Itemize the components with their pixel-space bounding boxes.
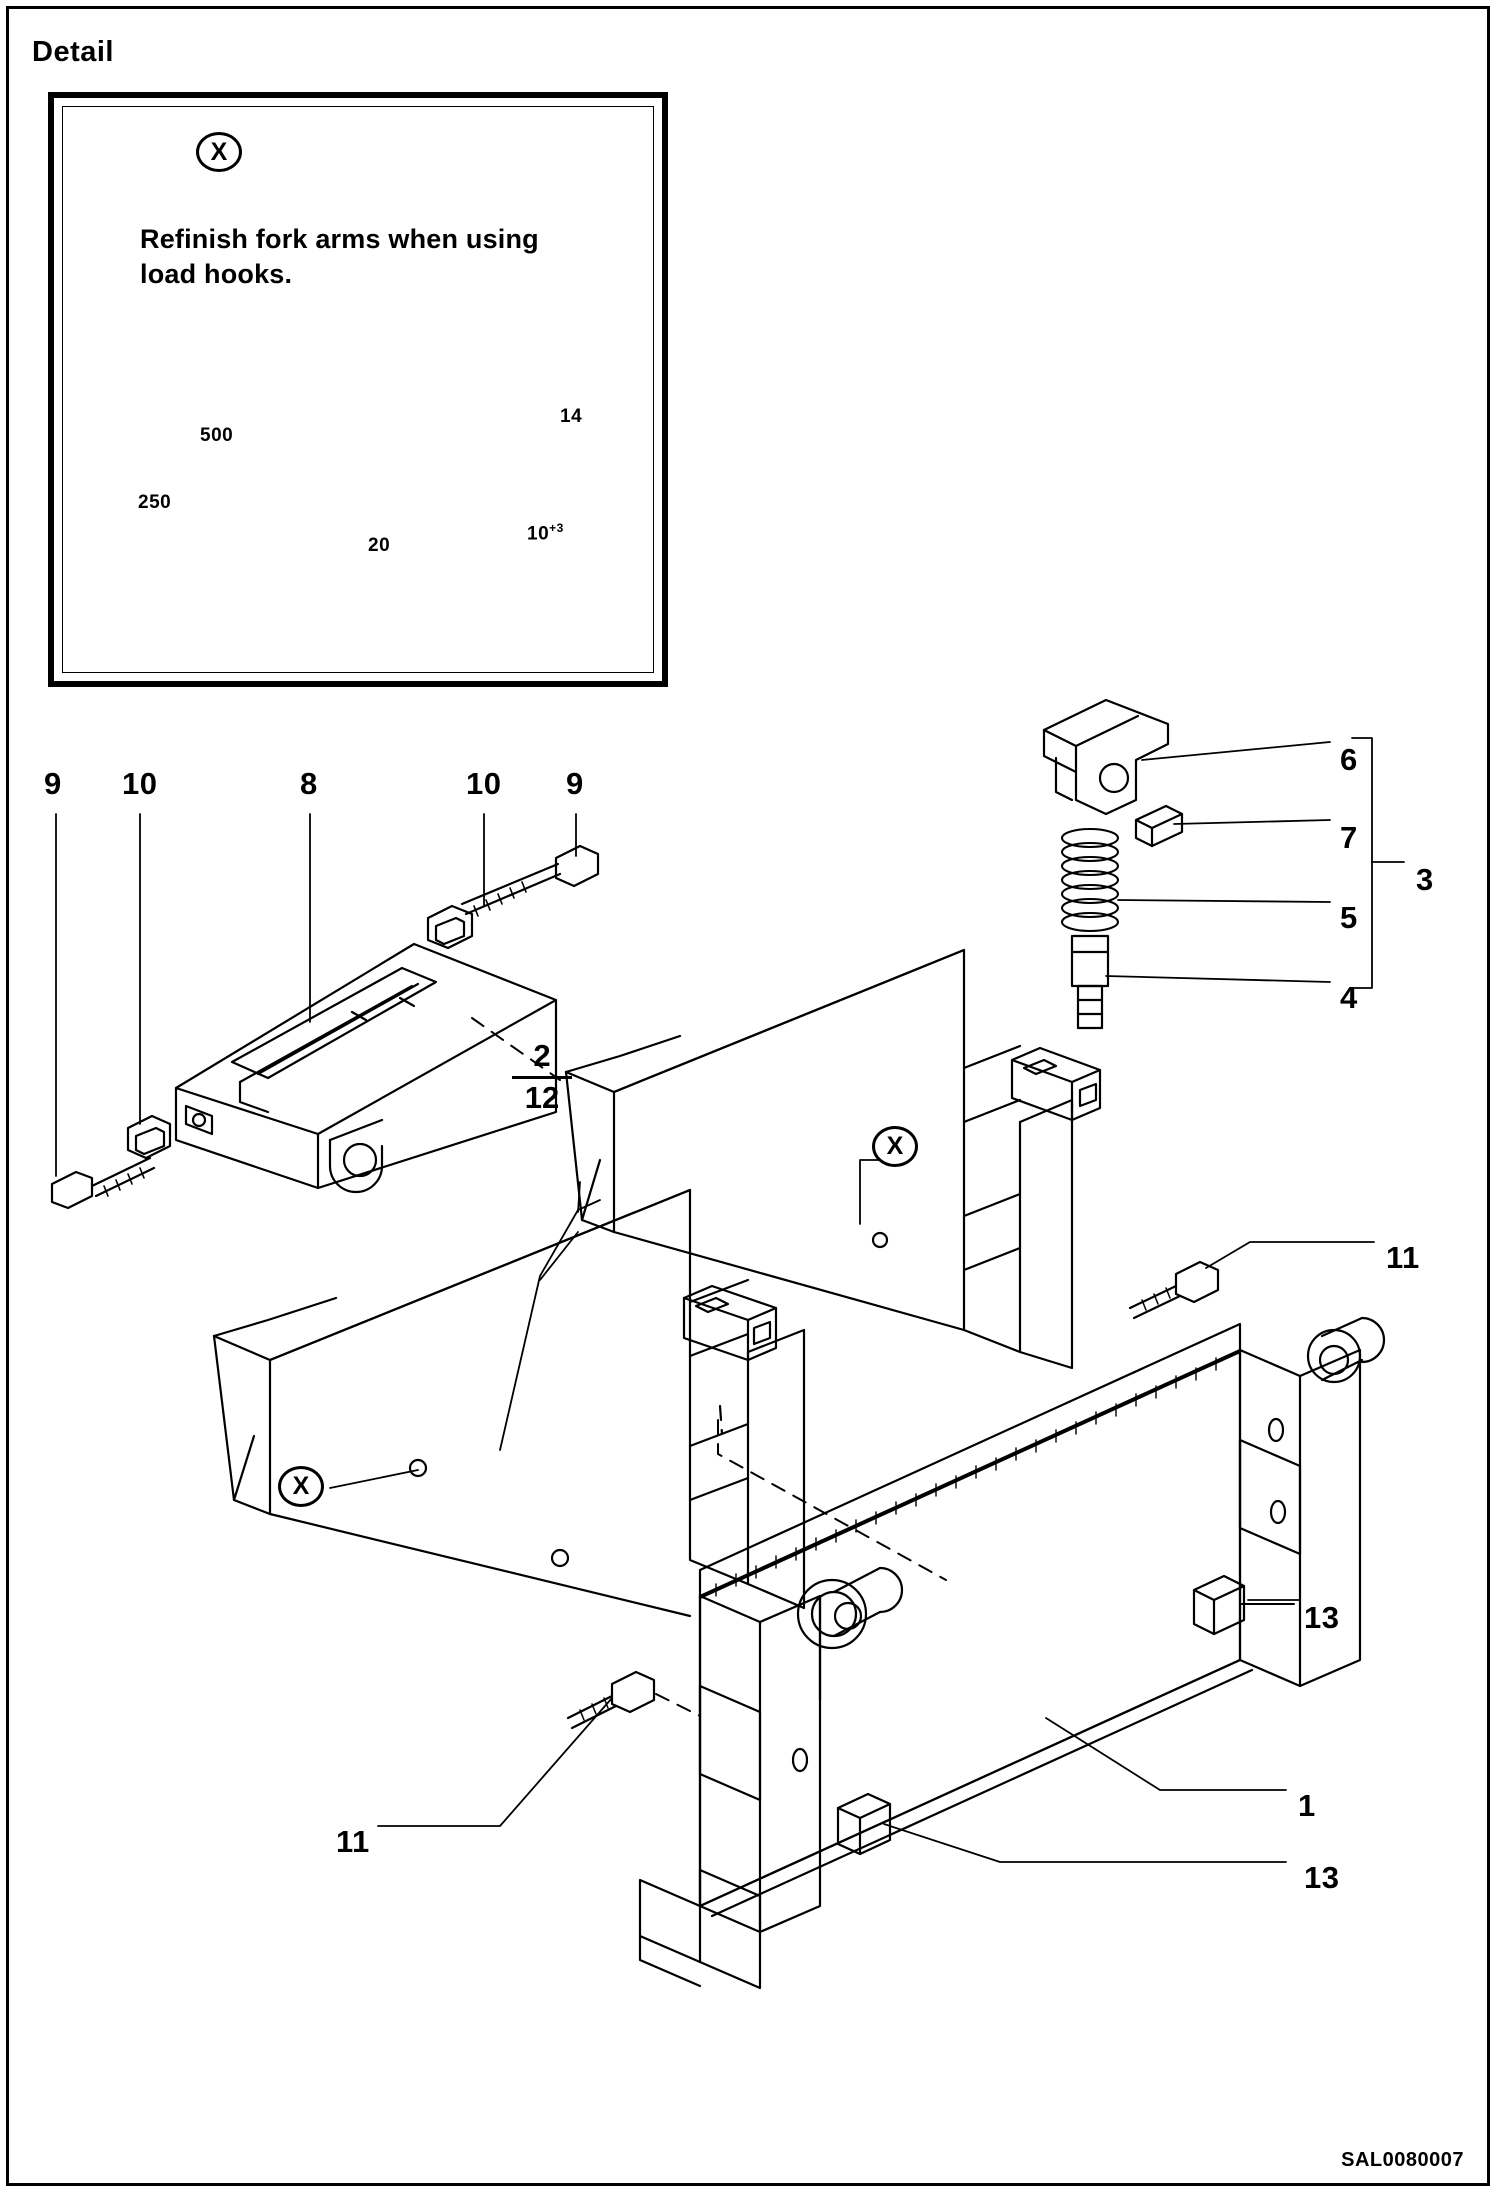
callout-4: 4 bbox=[1340, 980, 1358, 1015]
callout-1: 1 bbox=[1298, 1788, 1316, 1823]
callout-fraction-numerator: 2 bbox=[533, 1038, 551, 1073]
callout-6: 6 bbox=[1340, 742, 1358, 777]
detail-note-text: Refinish fork arms when using load hooks. bbox=[140, 224, 539, 289]
detail-x-marker-icon: X bbox=[196, 132, 242, 172]
callout-fraction-2-12 bbox=[512, 1040, 572, 1114]
dimension-10-value: 10 bbox=[527, 523, 550, 545]
detail-callout-box bbox=[48, 92, 668, 687]
detail-inner-frame bbox=[62, 106, 654, 673]
callout-9-left: 9 bbox=[44, 766, 62, 801]
drawing-number: SAL0080007 bbox=[1341, 2149, 1464, 2171]
callout-11-right: 11 bbox=[1386, 1240, 1420, 1275]
dimension-500-label: 500 bbox=[200, 425, 234, 446]
callout-7: 7 bbox=[1340, 820, 1358, 855]
callout-13-upper: 13 bbox=[1304, 1600, 1340, 1635]
detail-title: Detail bbox=[32, 36, 114, 68]
dimension-20-label: 20 bbox=[368, 535, 391, 556]
callout-11-left: 11 bbox=[336, 1824, 370, 1859]
dimension-14-label: 14 bbox=[560, 406, 583, 427]
callout-10-right: 10 bbox=[466, 766, 502, 801]
dimension-10-tolerance: +3 bbox=[549, 521, 564, 535]
dimension-250-label: 250 bbox=[138, 492, 172, 513]
callout-9-right: 9 bbox=[566, 766, 584, 801]
callout-8: 8 bbox=[300, 766, 318, 801]
dimension-10-label bbox=[527, 521, 564, 545]
callout-13-lower: 13 bbox=[1304, 1860, 1340, 1895]
x-marker-upper-icon: X bbox=[872, 1126, 918, 1167]
callout-5: 5 bbox=[1340, 900, 1358, 935]
callout-10-left: 10 bbox=[122, 766, 158, 801]
callout-fraction-bar bbox=[512, 1076, 572, 1079]
callout-3: 3 bbox=[1416, 862, 1434, 897]
callout-fraction-denominator: 12 bbox=[524, 1079, 560, 1115]
x-marker-lower-icon: X bbox=[278, 1466, 324, 1507]
